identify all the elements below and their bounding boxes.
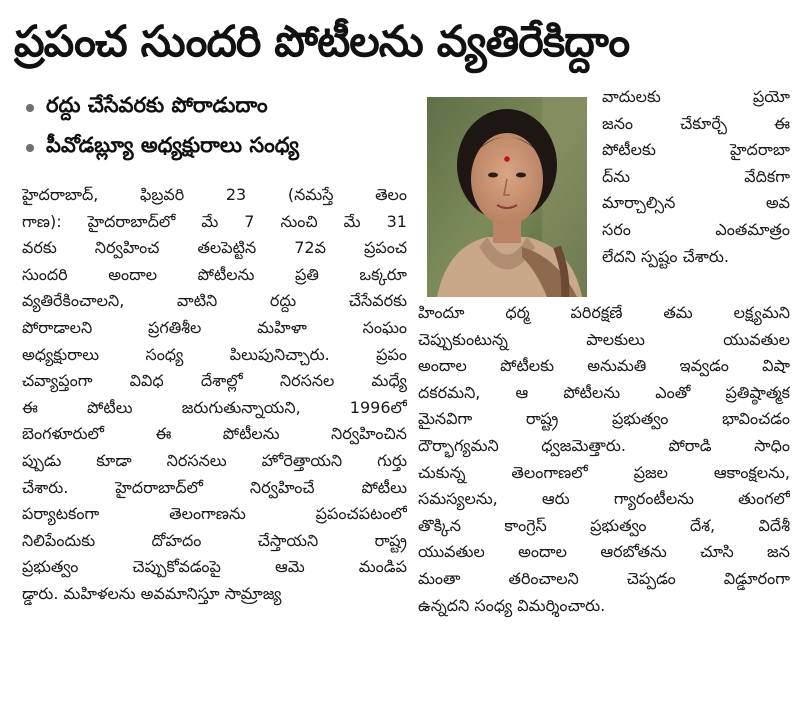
- text-line: డ్డారు. మహిళలను అవమానిస్తూ సామ్రాజ్య: [22, 583, 282, 603]
- text-line: మైనవిగా రాష్ట్ర ప్రభుత్వం భావించడం: [418, 409, 790, 429]
- text-line: తొక్కిన కాంగ్రెస్ ప్రభుత్వం దేశ, విదేశీ: [418, 515, 790, 535]
- subhead-text: పీవోడబ్ల్యూ అధ్యక్షురాలు సంధ్య: [46, 133, 300, 157]
- text-line: జనం చేకూర్చే ఈ: [602, 113, 790, 133]
- text-line: బెంగళూరులో ఈ పోటీలను నిర్వహించిన: [22, 424, 407, 444]
- text-line: హిందూ ధర్మ పరిరక్షణే తమ లక్ష్యమని: [418, 303, 790, 322]
- text-line: సరం ఎంతమాత్రం: [602, 219, 790, 239]
- bullet-icon: [26, 144, 34, 152]
- subheads: [26, 88, 416, 168]
- text-line: యువతుల అందాల ఆరబోతను చూసి జన: [418, 542, 790, 562]
- text-line: ప్రభుత్వం చెప్పుకోవడంపై ఆమె మండిప: [22, 557, 407, 577]
- text-line: వరకు నిర్వహించ తలపెట్టిన 72వ ప్రపంచ: [22, 238, 407, 258]
- text-line: చెప్పుకుంటున్న పాలకులు యువతుల: [418, 329, 790, 349]
- text-line: సమస్యలను, ఆరు గ్యారంటీలను తుంగలో: [418, 489, 790, 509]
- text-line: వాదులకు ప్రయో: [602, 87, 790, 106]
- subhead-text: రద్దు చేసేవరకు పోరాడుదాం: [46, 93, 268, 117]
- text-line: చేశారు. హైదరాబాద్‌లో నిర్వహించే పోటీలు: [22, 477, 407, 497]
- portrait-image: [427, 97, 587, 297]
- text-line: చవ్యాప్తంగా వివిధ దేశాల్లో నిరసనల మధ్యే: [22, 371, 407, 391]
- text-line: హైదరాబాద్, ఫిబ్రవరి 23 (నమస్తే తెలం: [22, 185, 407, 204]
- text-line: ఉన్నదని సంధ్య విమర్శించారు.: [418, 595, 606, 615]
- text-line: నిలిపేందుకు దోహదం చేస్తాయని రాష్ట్ర: [22, 530, 407, 550]
- text-line: చుకున్న తెలంగాణలో ప్రజల ఆకాంక్షలను,: [418, 462, 790, 482]
- portrait-photo: [427, 97, 587, 297]
- headline: ప్రపంచ సుందరి పోటీలను వ్యతిరేకిద్దాం: [14, 17, 630, 67]
- text-line: సుందరి అందాల పోటీలను ప్రతి ఒక్కరూ: [22, 264, 407, 284]
- text-line: పోటీలకు హైదరాబా: [602, 140, 790, 160]
- left-column: [22, 182, 407, 608]
- subhead-2: [26, 128, 416, 168]
- text-line: దౌర్భాగ్యమని ధ్వజమెత్తారు. పోరాడి సాధిం: [418, 435, 790, 455]
- text-line: పర్యాటకంగా తెలంగాణను ప్రపంచపటంలో: [22, 504, 407, 524]
- text-line: ఈ పోటీలు జరుగుతున్నాయని, 1996లో: [22, 397, 407, 417]
- bullet-icon: [26, 104, 34, 112]
- text-line: ప్పుడు కూడా నిరసనలు హోరెత్తాయని గుర్తు: [22, 450, 407, 470]
- text-line: దకరమని, ఆ పోటీలను ఎంతో ప్రతిష్ఠాత్మక: [418, 382, 790, 402]
- right-column: [418, 300, 790, 619]
- text-line: పోరాడాలని ప్రగతిశీల మహిళా సంఘం: [22, 317, 407, 337]
- right-top-column: [602, 84, 790, 270]
- text-line: ద్‌ను వేదికగా: [602, 166, 790, 186]
- text-line: వ్యతిరేకించాలని, వాటిని రద్దు చేసేవరకు: [22, 291, 407, 311]
- text-line: గాణ): హైదరాబాద్‌లో మే 7 నుంచి మే 31: [22, 211, 407, 231]
- text-line: అందాల పోటీలకు అనుమతి ఇవ్వడం విషా: [418, 356, 790, 376]
- text-line: అధ్యక్షురాలు సంధ్య పిలుపునిచ్చారు. ప్రపం: [22, 344, 407, 364]
- text-line: మార్చాల్సిన అవ: [602, 193, 790, 213]
- text-line: లేదని స్పష్టం చేశారు.: [602, 246, 729, 266]
- subhead-1: [26, 88, 416, 128]
- text-line: మంతా తరించాలని చెప్పడం విడ్డూరంగా: [418, 568, 790, 588]
